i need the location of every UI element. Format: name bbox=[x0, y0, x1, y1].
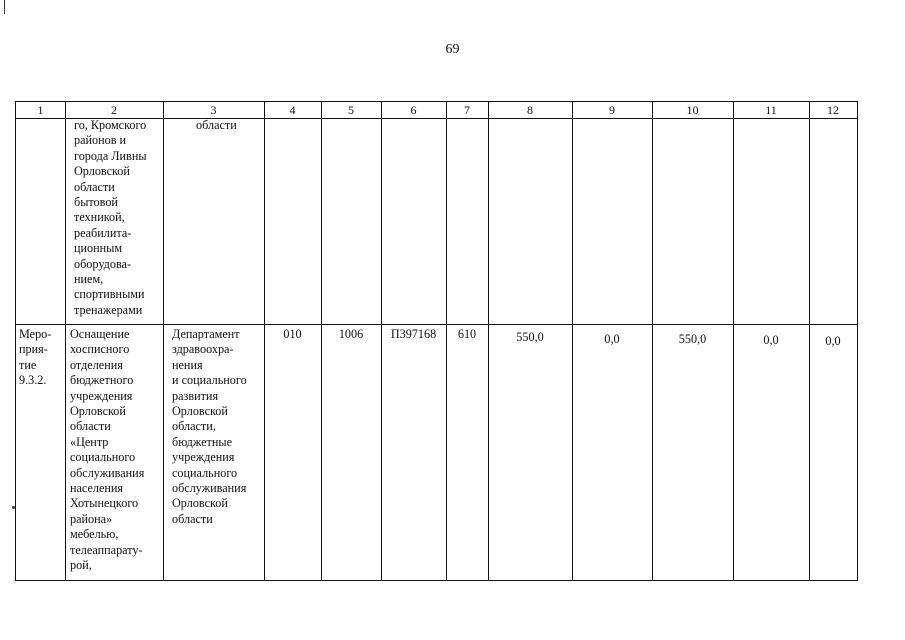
header-cell-4: 4 bbox=[289, 103, 296, 117]
cell-amount-10: 550,0 bbox=[678, 332, 707, 346]
budget-table bbox=[15, 101, 858, 581]
cell-continued-description: го, Кромского районов и города Ливны Орловской области бытовой техникой, реабилита- ционным oборудова- нием, спортивными тренажерами bbox=[74, 118, 147, 317]
header-cell-11: 11 bbox=[765, 103, 777, 117]
cell-amount-12: 0,0 bbox=[825, 334, 841, 348]
header-cell-1: 1 bbox=[37, 103, 44, 117]
header-cell-5: 5 bbox=[348, 103, 354, 117]
header-cell-3: 3 bbox=[210, 103, 217, 117]
row-divider bbox=[16, 324, 857, 325]
cell-executor: Департамент здравоохра- нения и социального развития Орловской области, бюджетные учреждения социального обслуживания Орловской области bbox=[172, 327, 247, 526]
header-cell-9: 9 bbox=[609, 103, 615, 117]
header-cell-7: 7 bbox=[464, 103, 470, 117]
cell-grbs-code: 010 bbox=[283, 327, 302, 341]
header-cell-10: 10 bbox=[686, 103, 699, 117]
cell-section-code: 1006 bbox=[338, 327, 364, 341]
header-cell-8: 8 bbox=[527, 103, 533, 117]
cell-event-description: Оснащение хосписного отделения бюджетного учреждения Орловской области «Центр социального обслуживания населения Хотынецкого района» мебелью, телеаппарату- рой, bbox=[70, 327, 145, 573]
scan-edge-mark bbox=[4, 0, 5, 14]
cell-expense-type: 610 bbox=[457, 327, 477, 341]
cell-amount-9: 0,0 bbox=[604, 332, 620, 346]
cell-continued-executor: области bbox=[196, 118, 237, 132]
cell-event-number: Меро- прия- тие 9.3.2. bbox=[19, 327, 52, 388]
cell-amount-total: 550,0 bbox=[516, 330, 544, 344]
scan-dot-mark bbox=[12, 506, 15, 509]
cell-target-article: П397168 bbox=[390, 327, 437, 341]
page-number: 69 bbox=[445, 42, 460, 57]
header-cell-6: 6 bbox=[410, 103, 417, 117]
header-cell-2: 2 bbox=[111, 103, 117, 117]
cell-amount-11: 0,0 bbox=[763, 333, 779, 347]
header-cell-12: 12 bbox=[827, 103, 839, 117]
column-divider bbox=[65, 102, 66, 580]
